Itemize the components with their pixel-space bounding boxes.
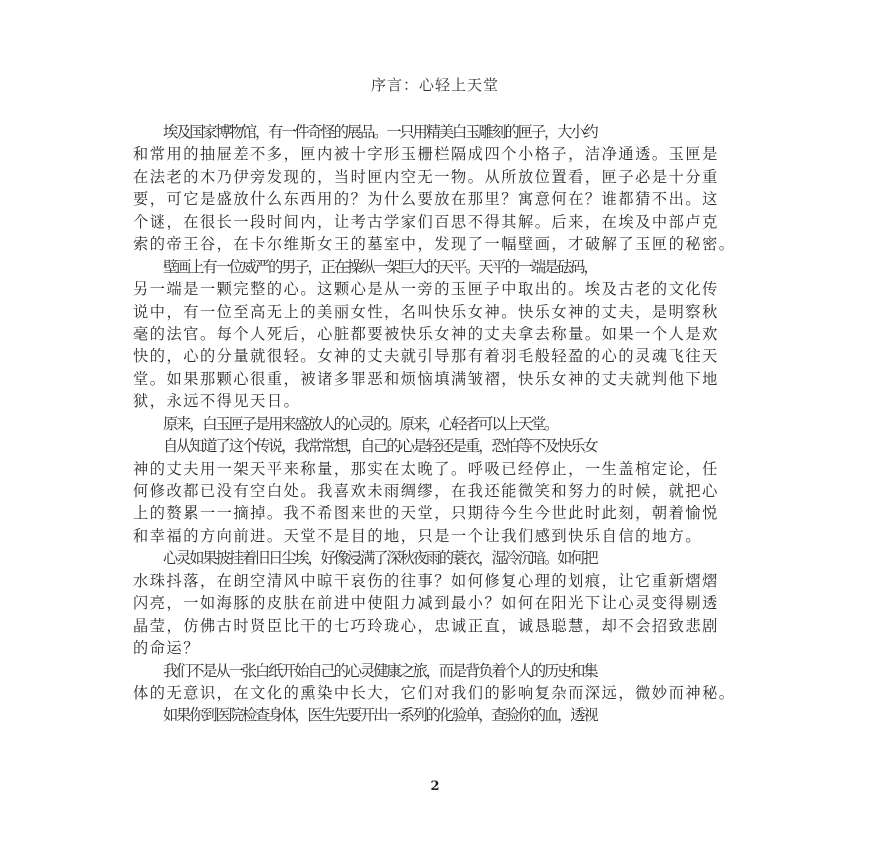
paragraph (133, 660, 743, 705)
text-line: 晶莹，仿佛古时贤臣比干的七巧玲珑心，忠诚正直，诚恳聪慧，却不会招致悲剧 (133, 616, 719, 635)
text-line: 自从知道了这个传说，我常常想，自己的心是轻还是重，恐怕等不及快乐女 (163, 437, 597, 456)
text-line: 体的无意识，在文化的熏染中长大，它们对我们的影响复杂而深远，微妙而神秘。 (133, 683, 736, 702)
text-line: 水珠抖落，在朗空清风中晾干哀伤的往事？如何修复心理的划痕，让它重新熠熠 (133, 571, 719, 590)
page-number: 2 (430, 779, 440, 794)
paragraph (133, 121, 743, 256)
text-line: 埃及国家博物馆，有一件奇怪的展品。一只用精美白玉雕刻的匣子，大小约 (163, 123, 597, 141)
text-line: 在法老的木乃伊旁发现的，当时匣内空无一物。从所放位置看，匣子必是十分重 (133, 167, 719, 186)
text-line: 毫的法官。每个人死后，心脏都要被快乐女神的丈夫拿去称量。如果一个人是欢 (133, 324, 719, 343)
text-line: 狱，永远不得见天日。 (133, 392, 301, 411)
page-title: 序言：心轻上天堂 (370, 76, 499, 94)
text-line: 堂。如果那颗心很重，被诸多罪恶和烦恼填满皱褶，快乐女神的丈夫就判他下地 (133, 369, 719, 388)
text-line: 如果你到医院检查身体，医生先要开出一系列的化验单，查验你的血，透视 (163, 706, 597, 725)
text-line: 快的，心的分量就很轻。女神的丈夫就引导那有着羽毛般轻盈的心的灵魂飞往天 (133, 347, 719, 366)
text-line: 神的丈夫用一架天平来称量，那实在太晚了。呼吸已经停止，一生盖棺定论，任 (133, 459, 719, 478)
document-body (133, 121, 743, 727)
text-line: 心灵如果披挂着旧日尘埃，好像浸满了深秋夜雨的蓑衣，湿冷沉暗。如何把 (163, 549, 597, 568)
text-line: 说中，有一位至高无上的美丽女性，名叫快乐女神。快乐女神的丈夫，是明察秋 (133, 302, 719, 321)
text-line: 何修改都已没有空白处。我喜欢未雨绸缪，在我还能微笑和努力的时候，就把心 (133, 482, 719, 500)
text-line: 闪亮，一如海豚的皮肤在前进中使阻力减到最小？如何在阳光下让心灵变得剔透 (133, 594, 719, 613)
text-line: 索的帝王谷，在卡尔维斯女王的墓室中，发现了一幅壁画，才破解了玉匣的秘密。 (133, 235, 736, 254)
paragraph (133, 435, 743, 547)
text-line: 上的赘累一一摘掉。我不希图来世的天堂，只期待今生今世此时此刻，朝着愉悦 (133, 504, 719, 523)
text-line: 的命运？ (133, 639, 200, 658)
text-line: 另一端是一颗完整的心。这颗心是从一旁的玉匣子中取出的。埃及古老的文化传 (133, 280, 719, 299)
paragraph (133, 413, 743, 435)
paragraph (133, 256, 743, 413)
text-line: 和常用的抽屉差不多，匣内被十字形玉栅栏隔成四个小格子，洁净通透。玉匣是 (133, 145, 719, 164)
paragraph (133, 547, 743, 659)
text-line: 和幸福的方向前进。天堂不是目的地，只是一个让我们感到快乐自信的地方。 (133, 526, 703, 545)
text-line: 要，可它是盛放什么东西用的？为什么要放在那里？寓意何在？谁都猜不出。这 (133, 190, 719, 209)
text-line: 原来，白玉匣子是用来盛放人的心灵的。原来，心轻者可以上天堂。 (163, 414, 558, 433)
text-line: 壁画上有一位威严的男子，正在操纵一架巨大的天平。天平的一端是砝码， (163, 257, 597, 276)
text-line: 个谜，在很长一段时间内，让考古学家们百思不得其解。后来，在埃及中部卢克 (133, 212, 719, 231)
text-line: 我们不是从一张白纸开始自己的心灵健康之旅，而是背负着个人的历史和集 (163, 661, 597, 680)
paragraph (133, 704, 743, 726)
